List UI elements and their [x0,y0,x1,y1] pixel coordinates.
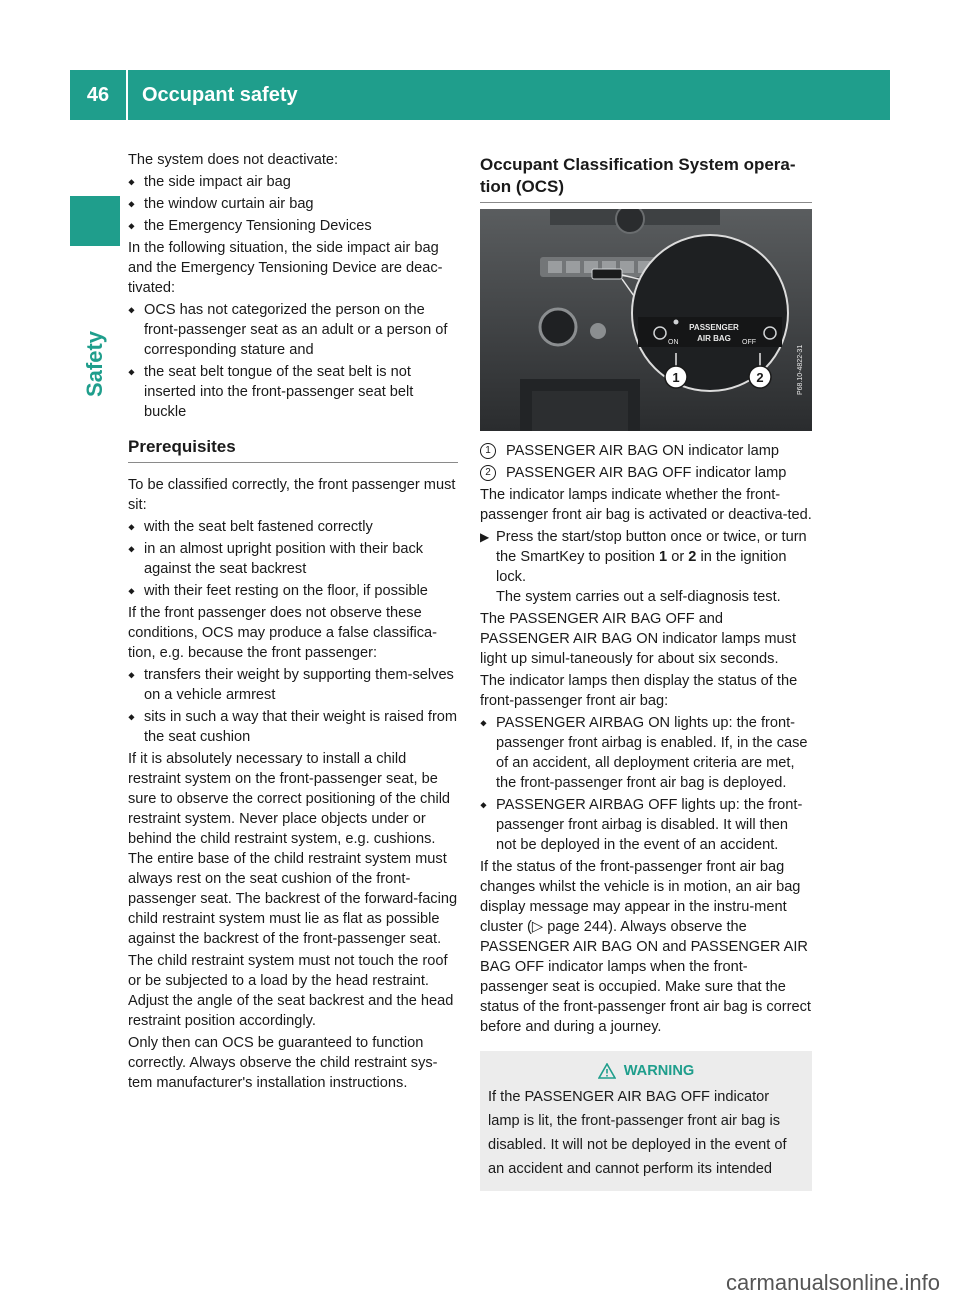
page-ref-arrow-icon: ▷ [531,919,544,935]
situation-intro: In the following situation, the side impact air bag and the Emergency Tensioning Device are deac-tivated: [128,240,443,296]
situation-list [128,300,458,422]
page-number: 46 [86,83,110,106]
child-restraint-paragraph: Only then can OCS be guaranteed to function correctly. Always observe the child restraint sys-tem manufacturer's installation instructions. [128,1035,438,1091]
list-item: ■ transfers their weight by supporting them-selves on a vehicle armrest [128,665,458,705]
warning-text: If the PASSENGER AIR BAG OFF indicator lamp is lit, the front-passenger front air bag is disabled. It will not be deployed in the event of an accident and cannot perform its intended [488,1089,787,1177]
callout-2: 2 [756,370,764,385]
instruction-result: The system carries out a self-diagnosis test. [496,589,781,605]
panel-label-line2: AIR BAG [697,334,731,343]
list-item: ■ PASSENGER AIRBAG ON lights up: the front-passenger front airbag is enabled. If, in the case of an accident, all deployment criteria are met, the front-passenger front air bag is deployed. [480,713,812,793]
list-item: ■ the Emergency Tensioning Devices [128,216,458,236]
caption-text: PASSENGER AIR BAG ON indicator lamp [506,443,780,459]
right-column [480,150,812,1191]
instruction-arrow-icon: ▶ [480,530,490,544]
ocs-photo-illustration [480,209,812,431]
panel-label-line1: PASSENGER [689,323,739,332]
side-label: Safety [82,330,108,398]
heading-rule [480,202,812,203]
caption-number: 1 [480,443,496,459]
list-item: ■ PASSENGER AIRBAG OFF lights up: the front-passenger front airbag is disabled. It will then not be deployed in the event of an accident. [480,795,812,855]
list-item: ■ in an almost upright position with their back against the seat backrest [128,539,458,579]
child-restraint-paragraph: The child restraint system must not touch the roof or be subjected to a load by the head restraint. Adjust the angle of the seat backrest and the head restraint position accordingly. [128,953,454,1029]
prereq-list [128,517,458,601]
deactivate-intro: The system does not deactivate: [128,152,339,168]
section-title: Occupant safety [142,83,298,106]
not-deactivated-list [128,172,458,236]
list-item: ■ with their feet resting on the floor, if possible [128,581,458,601]
status-change-paragraph: If the status of the front-passenger front air bag changes whilst the vehicle is in motion, an air bag display message may appear in the instru-ment cluster (▷ page 244). Always observe the PASSENGER AIR BAG ON and PASSENGER AIR BAG OFF indicator lamps when the front-passenger seat is occupied. Make sure that the status of the front-passenger front air bag is correct before and during a journey. [480,859,811,1035]
warning-box [480,1051,812,1191]
status-list [480,713,812,855]
watermark: carmanualsonline.info [725,1270,940,1295]
list-item: ■ the seat belt tongue of the seat belt is not inserted into the front-passenger seat belt buckle [128,362,458,422]
ocs-photo [480,209,812,431]
caption-number: 2 [480,465,496,481]
false-class-list [128,665,458,747]
lamp-intro: The indicator lamps indicate whether the front-passenger front air bag is activated or deactiva-ted. [480,487,812,523]
side-tab [70,196,120,246]
photo-caption [480,441,812,461]
prereq-intro: To be classified correctly, the front passenger must sit: [128,477,456,513]
prerequisites-heading: Prerequisites [128,437,236,456]
heading-rule [128,462,458,463]
light-up-paragraph: The PASSENGER AIR BAG OFF and PASSENGER AIR BAG ON indicator lamps must light up simul-taneously for about six seconds. [480,611,797,667]
status-intro: The indicator lamps then display the status of the front-passenger front air bag: [480,673,798,709]
list-item: ■ the side impact air bag [128,172,458,192]
list-item: ■ the window curtain air bag [128,194,458,214]
list-item: ■ OCS has not categorized the person on the front-passenger seat as an adult or a person of corresponding stature and [128,300,458,360]
instruction-step: ▶ Press the start/stop button once or twice, or turn the SmartKey to position 1 or 2 in the ignition lock. The system carries out a self-diagnosis test. [480,529,807,605]
child-restraint-paragraph: If it is absolutely necessary to install a child restraint system on the front-passenger seat, be sure to observe the correct positioning of the child restraint system. Never place objects under or behind the child restraint system, e.g. cushions. The entire base of the child restraint system must always rest on the seat cushion of the front-passenger seat. The backrest of the forward-facing child restraint system must lie as flat as possible against the backrest of the front-passenger seat. [128,751,458,947]
caption-text: PASSENGER AIR BAG OFF indicator lamp [506,465,787,481]
photo-caption [480,463,812,483]
list-item: ■ sits in such a way that their weight is raised from the seat cushion [128,707,458,747]
header-divider [126,70,128,120]
page-reference-link[interactable]: page 244 [547,919,609,935]
list-item: ■ with the seat belt fastened correctly [128,517,458,537]
ocs-heading: Occupant Classification System opera-tion (OCS) [480,155,796,196]
photo-code: P68.10-4822-31 [797,344,804,395]
on-label: ON [668,339,679,346]
left-column [128,150,458,1095]
false-class-intro: If the front passenger does not observe these conditions, OCS may produce a false classifica-tion, e.g. because the front passenger: [128,605,438,661]
warning-triangle-icon [598,1063,616,1079]
off-label: OFF [742,339,756,346]
warning-title: WARNING [488,1059,804,1083]
callout-1: 1 [672,370,680,385]
